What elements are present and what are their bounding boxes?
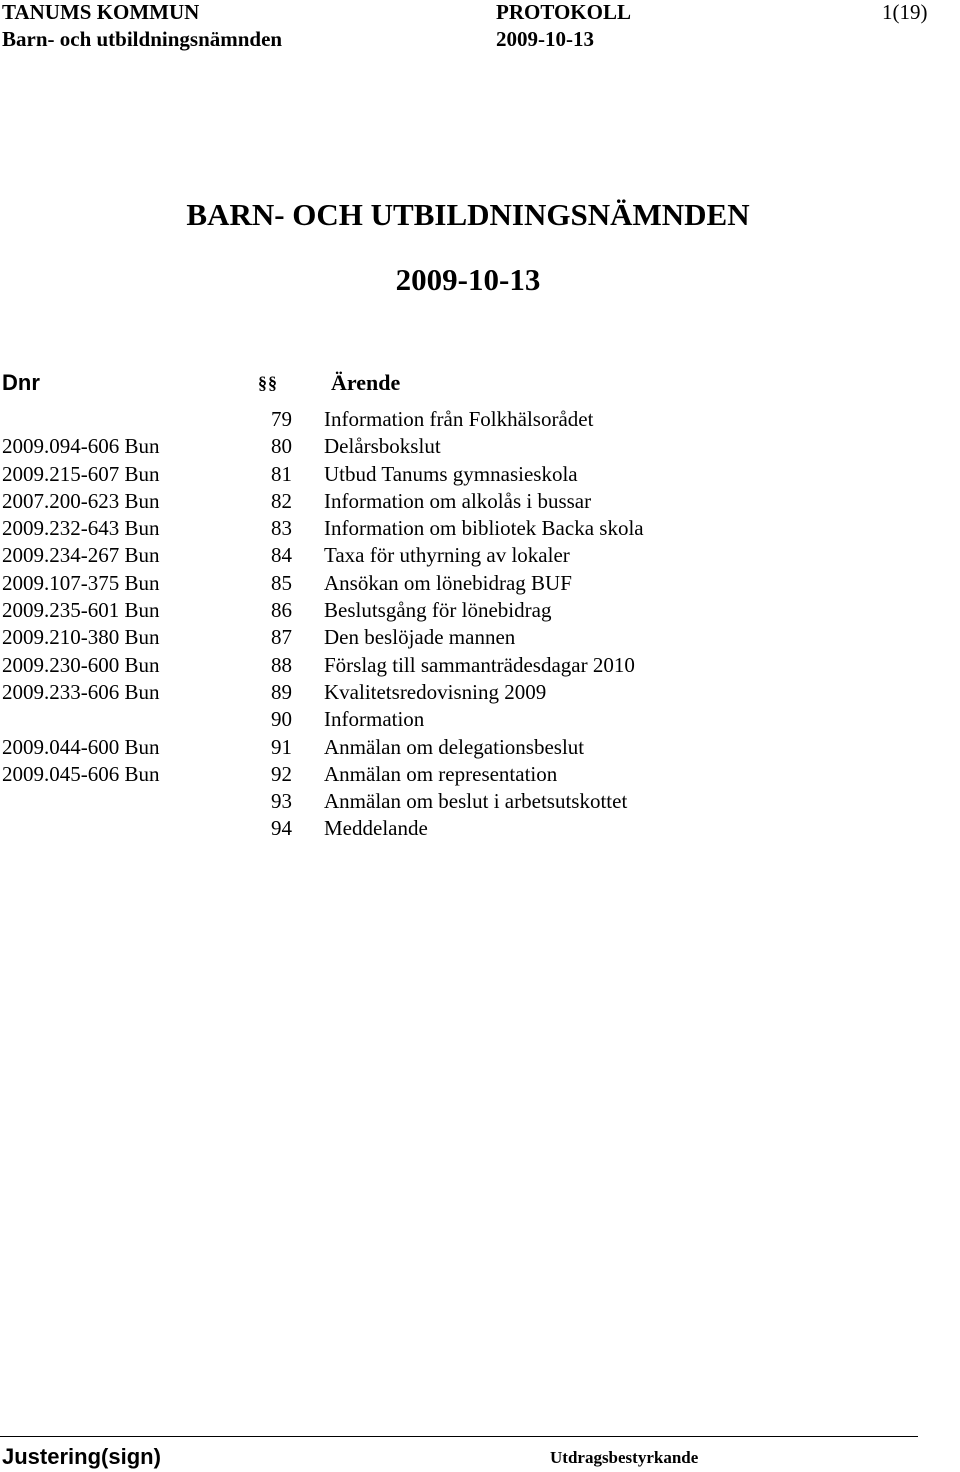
row-matter-title: Utbud Tanums gymnasieskola: [324, 461, 578, 486]
row-matter-title: Information om bibliotek Backa skola: [324, 516, 644, 541]
header-date: 2009-10-13: [496, 27, 594, 51]
agenda-row: [0, 679, 960, 706]
agenda-row: [0, 488, 960, 515]
agenda-row: [0, 406, 960, 433]
row-paragraph-number: 84: [271, 543, 292, 568]
agenda-row: [0, 461, 960, 488]
column-header-dnr: Dnr: [2, 370, 40, 395]
agenda-row: [0, 570, 960, 597]
row-matter-title: Information om alkolås i bussar: [324, 488, 592, 513]
row-matter-title: Meddelande: [324, 816, 428, 841]
row-matter-title: Beslutsgång för lönebidrag: [324, 598, 552, 623]
row-dnr: 2009.235-601 Bun: [2, 598, 160, 623]
row-paragraph-number: 82: [271, 488, 292, 513]
row-paragraph-number: 88: [271, 652, 292, 677]
agenda-row: [0, 734, 960, 761]
row-dnr: 2009.045-606 Bun: [2, 761, 160, 786]
row-matter-title: Information: [324, 707, 425, 732]
row-matter-title: Den beslöjade mannen: [324, 625, 516, 650]
row-matter-title: Anmälan om representation: [324, 761, 558, 786]
row-matter-title: Anmälan om delegationsbeslut: [324, 734, 585, 759]
agenda-list: [0, 406, 960, 843]
row-dnr: 2009.044-600 Bun: [2, 734, 160, 759]
agenda-row: [0, 706, 960, 733]
row-paragraph-number: 83: [271, 516, 292, 541]
row-dnr: 2009.094-606 Bun: [2, 434, 160, 459]
column-header-paragraph: §§: [258, 373, 278, 393]
document-title: BARN- OCH UTBILDNINGSNÄMNDEN: [186, 197, 750, 232]
agenda-row: [0, 433, 960, 460]
row-matter-title: Ansökan om lönebidrag BUF: [324, 570, 572, 595]
row-paragraph-number: 89: [271, 679, 292, 704]
row-matter-title: Kvalitetsredovisning 2009: [324, 679, 547, 704]
row-dnr: 2009.210-380 Bun: [2, 625, 160, 650]
row-paragraph-number: 85: [271, 570, 292, 595]
row-matter-title: Anmälan om beslut i arbetsutskottet: [324, 789, 628, 814]
row-dnr: 2007.200-623 Bun: [2, 488, 160, 513]
row-dnr: 2009.234-267 Bun: [2, 543, 160, 568]
organization-name: TANUMS KOMMUN: [2, 0, 200, 24]
row-paragraph-number: 91: [271, 734, 292, 759]
committee-name: Barn- och utbildningsnämnden: [2, 27, 283, 51]
document-type: PROTOKOLL: [496, 0, 631, 24]
agenda-row: [0, 761, 960, 788]
agenda-row: [0, 788, 960, 815]
page-number: 1(19): [882, 0, 928, 24]
row-paragraph-number: 94: [271, 816, 292, 841]
row-paragraph-number: 86: [271, 598, 292, 623]
row-matter-title: Taxa för uthyrning av lokaler: [324, 543, 570, 568]
row-matter-title: Delårsbokslut: [324, 434, 441, 459]
footer-divider: [0, 1436, 918, 1437]
meeting-date: 2009-10-13: [395, 262, 541, 297]
row-paragraph-number: 87: [271, 625, 292, 650]
row-paragraph-number: 90: [271, 707, 292, 732]
row-paragraph-number: 92: [271, 761, 292, 786]
agenda-row: [0, 815, 960, 842]
row-dnr: 2009.233-606 Bun: [2, 679, 160, 704]
column-header-matter: Ärende: [331, 370, 401, 395]
row-dnr: 2009.215-607 Bun: [2, 461, 160, 486]
agenda-row: [0, 515, 960, 542]
row-matter-title: Förslag till sammanträdesdagar 2010: [324, 652, 635, 677]
agenda-row: [0, 597, 960, 624]
signature-label: Justering(sign): [2, 1444, 161, 1469]
agenda-row: [0, 652, 960, 679]
row-dnr: 2009.232-643 Bun: [2, 516, 160, 541]
row-paragraph-number: 93: [271, 789, 292, 814]
row-dnr: 2009.107-375 Bun: [2, 570, 160, 595]
extract-certification-label: Utdragsbestyrkande: [550, 1448, 699, 1467]
row-matter-title: Information från Folkhälsorådet: [324, 407, 594, 431]
row-paragraph-number: 81: [271, 461, 292, 486]
row-paragraph-number: 79: [271, 407, 292, 431]
row-dnr: 2009.230-600 Bun: [2, 652, 160, 677]
row-paragraph-number: 80: [271, 434, 292, 459]
agenda-row: [0, 542, 960, 569]
agenda-row: [0, 624, 960, 651]
